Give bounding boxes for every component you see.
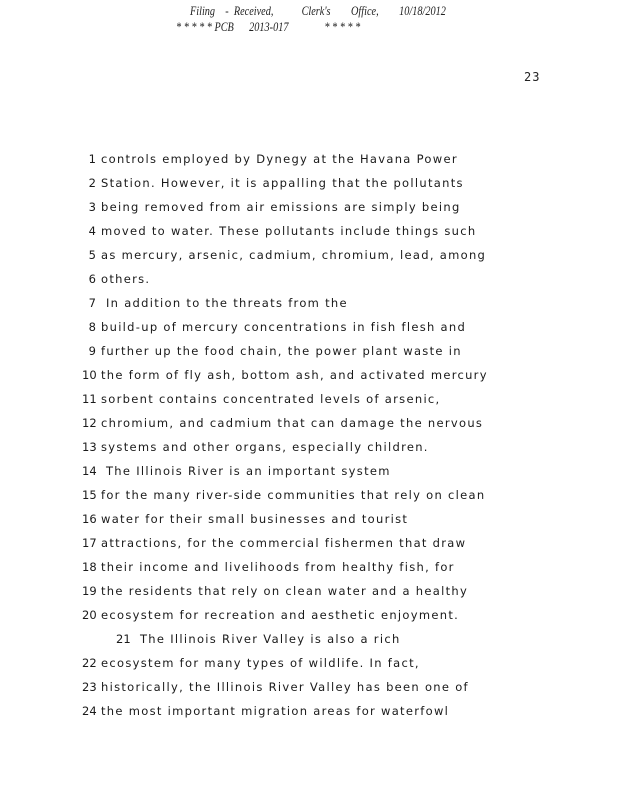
line-text: Station. However, it is appalling that the pollutants bbox=[101, 176, 464, 190]
line-text: for the many river-side communities that rely on clean bbox=[101, 488, 486, 502]
line-text: the most important migration areas for waterfowl bbox=[101, 704, 450, 718]
line-text: chromium, and cadmium that can damage the nervous bbox=[101, 416, 484, 430]
transcript-line bbox=[82, 608, 459, 626]
line-number: 22 bbox=[82, 656, 97, 670]
line-number: 17 bbox=[82, 536, 97, 550]
transcript-line bbox=[82, 152, 458, 170]
line-number: 24 bbox=[82, 704, 97, 718]
transcript-line bbox=[82, 536, 466, 554]
line-number: 11 bbox=[82, 392, 97, 406]
line-number: 6 bbox=[88, 272, 96, 286]
line-text: water for their small businesses and tourist bbox=[101, 512, 409, 526]
line-text: The Illinois River is an important system bbox=[101, 464, 391, 478]
transcript-line bbox=[82, 440, 429, 458]
transcript-line bbox=[82, 584, 468, 602]
transcript-line bbox=[82, 248, 486, 266]
filing-stamp-line-1: Filing - Received, Clerk's Office, 10/18/2012 bbox=[190, 4, 446, 18]
line-text: as mercury, arsenic, cadmium, chromium, lead, among bbox=[101, 248, 487, 262]
line-number: 4 bbox=[88, 224, 96, 238]
line-number: 15 bbox=[82, 488, 97, 502]
line-number: 5 bbox=[88, 248, 96, 262]
line-text: moved to water. These pollutants include things such bbox=[101, 224, 477, 238]
line-number: 7 bbox=[88, 296, 96, 310]
transcript-line bbox=[82, 512, 408, 530]
line-number: 16 bbox=[82, 512, 97, 526]
line-text: systems and other organs, especially children. bbox=[101, 440, 429, 454]
line-number: 12 bbox=[82, 416, 97, 430]
line-number: 18 bbox=[82, 560, 97, 574]
transcript-line bbox=[82, 488, 485, 506]
transcript-line bbox=[82, 464, 391, 482]
line-number: 1 bbox=[88, 152, 96, 166]
transcript-line bbox=[82, 224, 476, 242]
line-text: attractions, for the commercial fishermen that draw bbox=[101, 536, 467, 550]
line-text: controls employed by Dynegy at the Havana Power bbox=[101, 152, 458, 166]
transcript-line bbox=[82, 200, 461, 218]
transcript-line bbox=[116, 632, 401, 650]
page-number: 23 bbox=[524, 70, 541, 84]
line-number: 13 bbox=[82, 440, 97, 454]
line-text: the residents that rely on clean water and a healthy bbox=[101, 584, 469, 598]
line-number: 19 bbox=[82, 584, 97, 598]
transcript-line bbox=[82, 680, 469, 698]
transcript-line bbox=[82, 344, 462, 362]
line-text: their income and livelihoods from healthy fish, for bbox=[101, 560, 455, 574]
line-text: build-up of mercury concentrations in fish flesh and bbox=[101, 320, 467, 334]
line-text: sorbent contains concentrated levels of arsenic, bbox=[101, 392, 441, 406]
line-number: 3 bbox=[88, 200, 96, 214]
transcript-line bbox=[82, 320, 466, 338]
filing-stamp-line-2: * * * * * PCB 2013-017 * * * * * bbox=[176, 20, 361, 34]
transcript-line bbox=[82, 560, 455, 578]
transcript-line bbox=[82, 272, 150, 290]
line-text: ecosystem for recreation and aesthetic enjoyment. bbox=[101, 608, 460, 622]
line-number: 8 bbox=[88, 320, 96, 334]
line-text: being removed from air emissions are simply being bbox=[101, 200, 461, 214]
transcript-line bbox=[82, 392, 441, 410]
line-text: others. bbox=[101, 272, 151, 286]
line-number: 9 bbox=[88, 344, 96, 358]
transcript-line bbox=[82, 176, 464, 194]
line-number: 2 bbox=[88, 176, 96, 190]
line-text: historically, the Illinois River Valley has been one of bbox=[101, 680, 469, 694]
transcript-line bbox=[82, 656, 420, 674]
line-number: 20 bbox=[82, 608, 97, 622]
line-number: 14 bbox=[82, 464, 97, 478]
line-text: In addition to the threats from the bbox=[101, 296, 348, 310]
line-number: 23 bbox=[82, 680, 97, 694]
transcript-line bbox=[82, 368, 488, 386]
line-text: ecosystem for many types of wildlife. In fact, bbox=[101, 656, 420, 670]
transcript-line bbox=[82, 416, 483, 434]
line-text: further up the food chain, the power plant waste in bbox=[101, 344, 462, 358]
transcript-line bbox=[82, 704, 449, 722]
line-text: the form of fly ash, bottom ash, and activated mercury bbox=[101, 368, 488, 382]
line-text: The Illinois River Valley is also a rich bbox=[135, 632, 401, 646]
line-number: 10 bbox=[82, 368, 97, 382]
line-number: 21 bbox=[116, 632, 131, 646]
transcript-line bbox=[82, 296, 348, 314]
